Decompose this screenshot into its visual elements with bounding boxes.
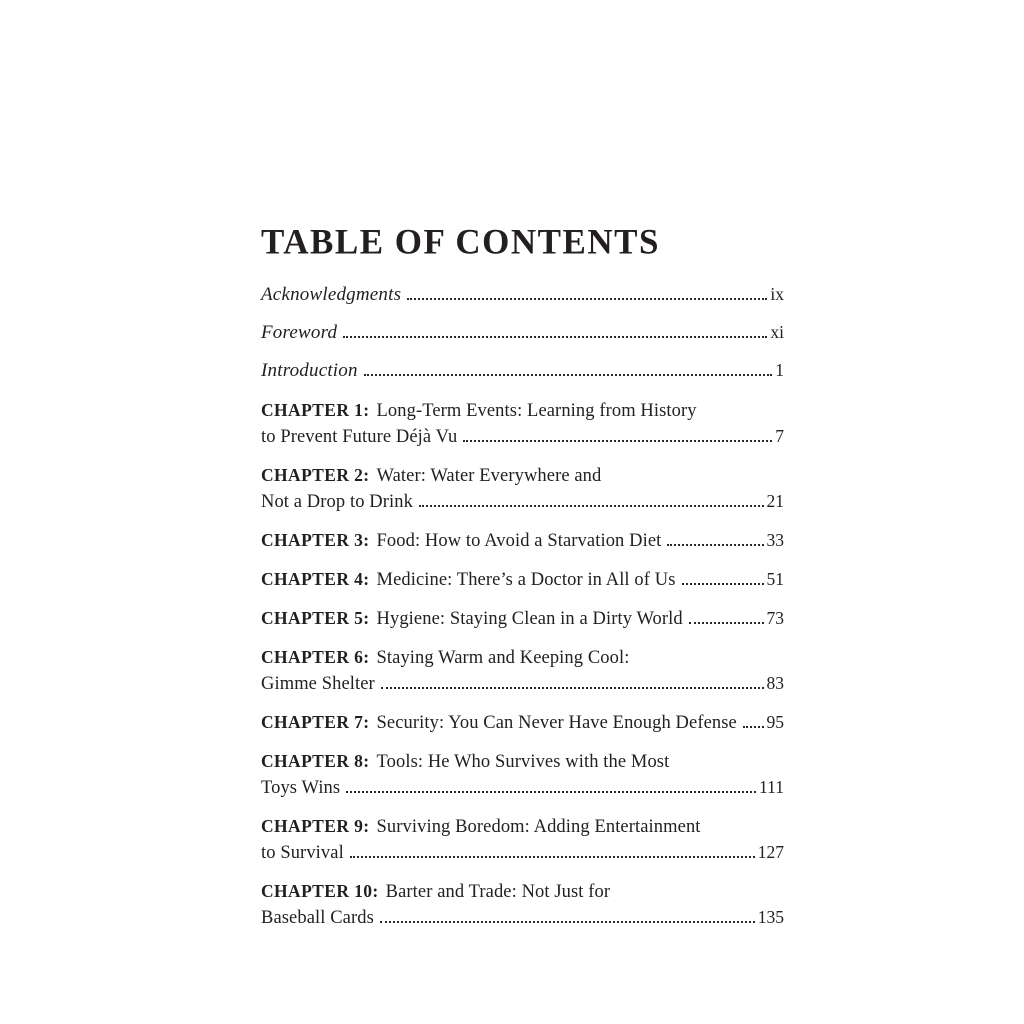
chapter-title: Tools: He Who Survives with the Most (376, 752, 670, 772)
chapter-line-2 (261, 775, 784, 801)
entry-page-number: 33 (766, 530, 784, 550)
chapter-line-1 (261, 710, 784, 736)
entry-page-number: 111 (759, 777, 784, 797)
chapter-title: Staying Warm and Keeping Cool: (376, 648, 630, 668)
chapter-label: CHAPTER 10: (261, 881, 379, 901)
chapter-title: Surviving Boredom: Adding Entertainment (376, 817, 701, 837)
toc-entry-chapter (261, 398, 784, 450)
toc-entry-chapter (261, 645, 784, 697)
entry-page-number: 135 (757, 907, 784, 927)
entry-page-number: 83 (766, 673, 784, 693)
chapter-title-continued: Gimme Shelter (261, 674, 375, 694)
chapter-title-continued: Baseball Cards (261, 908, 374, 928)
chapter-title: Hygiene: Staying Clean in a Dirty World (376, 609, 683, 629)
chapter-label: CHAPTER 3: (261, 530, 370, 550)
chapter-title: Security: You Can Never Have Enough Defense (376, 713, 737, 733)
chapter-line-1 (261, 606, 784, 632)
chapter-line-1 (261, 645, 784, 671)
chapter-title: Medicine: There’s a Doctor in All of Us (376, 570, 676, 590)
chapter-title: Food: How to Avoid a Starvation Diet (376, 531, 662, 551)
entry-page-number: 73 (766, 608, 784, 628)
entry-title: Introduction (261, 360, 358, 381)
chapter-line-2 (261, 424, 784, 450)
dot-leader (343, 334, 767, 338)
dot-leader (419, 503, 764, 507)
toc-entry-front-matter (261, 322, 784, 343)
toc-entry-chapter (261, 463, 784, 515)
chapter-title-continued: Not a Drop to Drink (261, 492, 413, 512)
chapter-label: CHAPTER 9: (261, 816, 370, 836)
toc-entry-chapter (261, 879, 784, 931)
toc-entry-chapter (261, 606, 784, 632)
chapter-title-continued: to Prevent Future Déjà Vu (261, 427, 458, 447)
dot-leader (689, 620, 764, 624)
toc-entry-chapter (261, 528, 784, 554)
chapter-label: CHAPTER 1: (261, 400, 370, 420)
chapter-line-1 (261, 463, 784, 489)
toc-entry-chapter (261, 814, 784, 866)
front-matter-section (261, 284, 784, 381)
toc-entry-chapter (261, 710, 784, 736)
entry-page-number: ix (770, 284, 784, 304)
chapter-label: CHAPTER 4: (261, 569, 370, 589)
chapter-label: CHAPTER 8: (261, 751, 370, 771)
chapter-line-1 (261, 398, 784, 424)
chapter-label: CHAPTER 5: (261, 608, 370, 628)
entry-page-number: 21 (766, 491, 784, 511)
toc-entry-front-matter (261, 360, 784, 381)
dot-leader (743, 724, 764, 728)
dot-leader (346, 789, 756, 793)
entry-page-number: xi (770, 322, 784, 342)
entry-title: Foreword (261, 322, 338, 343)
chapter-title-continued: to Survival (261, 843, 344, 863)
toc-entry-chapter (261, 567, 784, 593)
entry-title: Acknowledgments (261, 284, 402, 305)
chapter-line-1 (261, 814, 784, 840)
chapters-section (261, 398, 784, 931)
chapter-title: Water: Water Everywhere and (376, 466, 602, 486)
toc-entry-front-matter (261, 284, 784, 305)
dot-leader (381, 685, 764, 689)
chapter-title-continued: Toys Wins (261, 778, 341, 798)
dot-leader (463, 438, 772, 442)
entry-page-number: 7 (775, 426, 784, 446)
dot-leader (682, 581, 764, 585)
chapter-line-2 (261, 905, 784, 931)
chapter-label: CHAPTER 2: (261, 465, 370, 485)
chapter-line-1 (261, 749, 784, 775)
entry-page-number: 1 (775, 360, 784, 380)
chapter-line-2 (261, 489, 784, 515)
chapter-label: CHAPTER 7: (261, 712, 370, 732)
chapter-line-1 (261, 528, 784, 554)
entry-page-number: 95 (766, 712, 784, 732)
dot-leader (364, 372, 773, 376)
dot-leader (667, 542, 763, 546)
chapter-line-1 (261, 567, 784, 593)
entry-page-number: 127 (757, 842, 784, 862)
dot-leader (380, 919, 755, 923)
chapter-label: CHAPTER 6: (261, 647, 370, 667)
dot-leader (350, 854, 755, 858)
chapter-line-1 (261, 879, 784, 905)
book-page (261, 0, 784, 944)
page-title: TABLE OF CONTENTS (261, 221, 660, 262)
chapter-title: Barter and Trade: Not Just for (385, 882, 611, 902)
entry-page-number: 51 (766, 569, 784, 589)
chapter-line-2 (261, 671, 784, 697)
dot-leader (407, 296, 767, 300)
chapter-title: Long-Term Events: Learning from History (376, 401, 697, 421)
chapter-line-2 (261, 840, 784, 866)
toc-entry-chapter (261, 749, 784, 801)
